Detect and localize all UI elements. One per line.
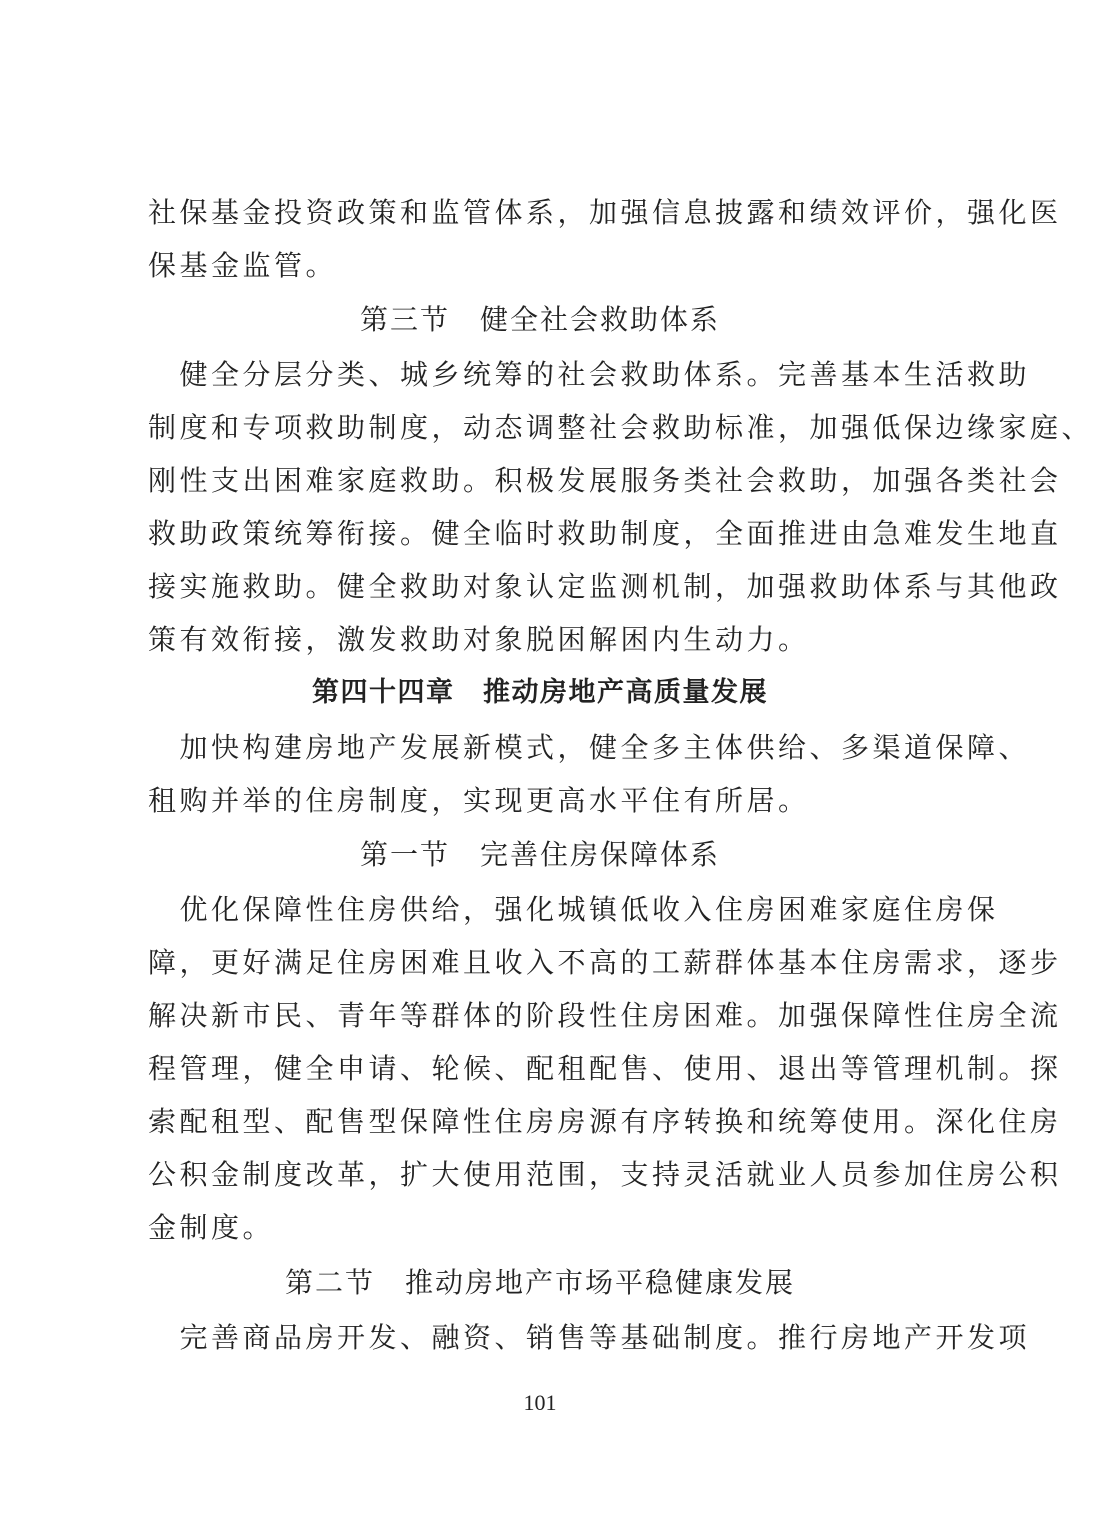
text-line: 完善商品房开发、融资、销售等基础制度。推行房地产开发项	[148, 1321, 1031, 1354]
text-line: 保基金监管。	[148, 249, 338, 282]
text-line: 索配租型、配售型保障性住房房源有序转换和统筹使用。深化住房	[148, 1105, 1062, 1138]
text-line: 制度和专项救助制度，动态调整社会救助标准，加强低保边缘家庭、	[148, 411, 1093, 444]
chapter-heading: 第四十四章 推动房地产高质量发展	[312, 677, 768, 708]
text-line: 救助政策统筹衔接。健全临时救助制度，全面推进由急难发生地直	[148, 517, 1062, 550]
section-heading: 第一节 完善住房保障体系	[359, 838, 720, 871]
text-line: 接实施救助。健全救助对象认定监测机制，加强救助体系与其他政	[148, 570, 1062, 603]
text-line: 刚性支出困难家庭救助。积极发展服务类社会救助，加强各类社会	[148, 464, 1062, 497]
section-heading: 第三节 健全社会救助体系	[359, 303, 720, 336]
page-number: 101	[523, 1390, 557, 1415]
text-line: 优化保障性住房供给，强化城镇低收入住房困难家庭住房保	[148, 893, 999, 926]
text-line: 社保基金投资政策和监管体系，加强信息披露和绩效评价，强化医	[148, 196, 1062, 229]
text-line: 加快构建房地产发展新模式，健全多主体供给、多渠道保障、	[148, 731, 1031, 764]
text-line: 策有效衔接，激发救助对象脱困解困内生动力。	[148, 623, 810, 656]
text-line: 健全分层分类、城乡统筹的社会救助体系。完善基本生活救助	[148, 358, 1031, 391]
text-line: 公积金制度改革，扩大使用范围，支持灵活就业人员参加住房公积	[148, 1158, 1062, 1191]
text-line: 租购并举的住房制度，实现更高水平住有所居。	[148, 784, 810, 817]
text-line: 金制度。	[148, 1211, 275, 1244]
text-line: 障，更好满足住房困难且收入不高的工薪群体基本住房需求，逐步	[148, 946, 1062, 979]
text-line: 解决新市民、青年等群体的阶段性住房困难。加强保障性住房全流	[148, 999, 1062, 1032]
text-line: 程管理，健全申请、轮候、配租配售、使用、退出等管理机制。探	[148, 1052, 1062, 1085]
section-heading: 第二节 推动房地产市场平稳健康发展	[284, 1266, 795, 1299]
